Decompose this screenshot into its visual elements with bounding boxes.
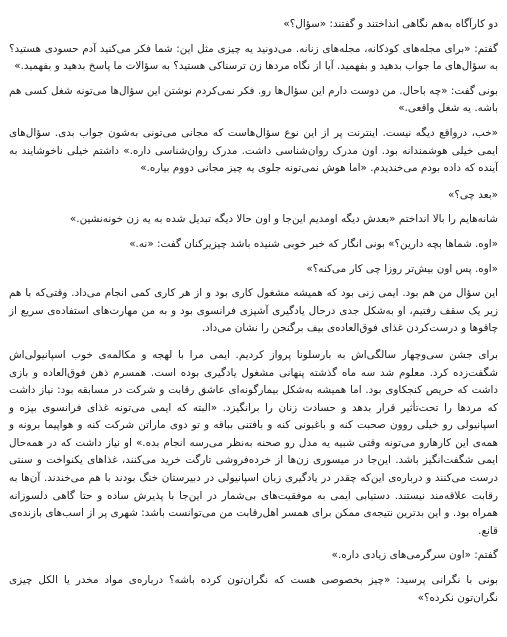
paragraph: «بعد چی؟» xyxy=(448,188,498,201)
paragraph: شانه‌هایم را بالا انداختم «بعدش دیگه اومدیم این‌جا و اون حالا دیگه تبدیل شده به یه زن خونه‌نشین.» xyxy=(69,213,498,226)
paragraph: بونی با نگرانی پرسید: «چیز بخصوصی هست که نگران‌تون کرده باشه؟ درباره‌ی مواد مخدر یا الکل چیزی نگران‌تون نکرده؟» xyxy=(9,574,498,604)
paragraph: «اوه. پس اون بیش‌تر روزا چی کار می‌کنه؟» xyxy=(306,262,498,275)
paragraph: دو کارآگاه به‌هم نگاهی انداختند و گفتند: «سؤال؟» xyxy=(283,18,498,30)
paragraph: گفتم: «برای مجله‌های کودکانه، مجله‌های زنانه. می‌دونید یه چیزی مثل این: شما فکر می‌کنید آدم حسودی هستید؟ به سؤال‌های ما جواب بدهید و بفهمید. آیا از نگاه مردها زن ترسناکی هستید؟ به سؤالات ما پاسخ بدهید و بفهمید.» xyxy=(9,42,498,73)
paragraph: بونی گفت: «چه باحال. من دوست دارم این سؤال‌ها رو. فکر نمی‌کردم نوشتن این سؤال‌ها می‌تونه شغل کسی هم باشه. یه شغل واقعی.» xyxy=(9,84,498,115)
paragraph: «اوه. شماها بچه دارین؟» بونی انگار که خبر خوبی شنیده باشد چیزیرکنان گفت: «نه.» xyxy=(129,237,498,250)
paragraph: گفتم: «اون سرگرمی‌های زیادی داره.» xyxy=(331,549,498,562)
paragraph: برای جشن سی‌وچهار سالگی‌اش به بارسلونا پرواز کردیم. ایمی مرا با لهجه و مکالمه‌ی خوب اسپانیولی‌اش شگفت‌زده کرد. معلوم شد سه ماه گذشته پنهانی مشغول یادگیری بوده است. همسرم ذهن فوق‌العاده و بازی داشت که حریص کنجکاوی بود. اما همیشه به‌شکل بیمارگونه‌ای عاشق رقابت و شرکت در مسابقه بود: نیاز داشت که مردها را تحت‌تأثیر قرار بدهد و حسادت زنان را برانگیزد. «البته که ایمی می‌تونه غذای فرانسوی بپزه و اسپانیولی رو خیلی روون صحبت کنه و باغبونی کنه و بافتنی بباقه و تو دوی ماراتن شرکت کنه و هواپیما برونه و همه‌ی این کارهارو می‌تونه وقتی شبیه یه مدل رو صحنه به‌نظر می‌رسه انجام بده.» او نیاز داشت که در همه‌حال ایمی شگفت‌انگیز باشد. این‌جا در میسوری زن‌ها از خرده‌فروشی تارگت خرید می‌کنند، غذاهای یکنواخت و سنتی درست می‌کنند و درباره‌ی این‌که چقدر در یادگیری زبان اسپانیولی در دبیرستان خنگ بودند با هم می‌خندند. آن‌ها به رقابت علاقه‌مند نیستند. دستیابی ایمی به موفقیت‌های بی‌شمار در این‌جا با پذیرش ساده و حتا گاهی دلسوزانه همراه بود. و این بدترین نتیجه‌ی ممکن برای همسر اهل‌رقابت من می‌توانست باشد: شهری پر از اسب‌های بازنده‌ی قانع. xyxy=(9,348,498,537)
paragraph: «خب، درواقع دیگه نیست. اینترنت پر از این نوع سؤال‌هاست که مجانی می‌تونی به‌شون جواب بدی. سؤال‌های ایمی خیلی هوشمندانه بود. اون مدرک روان‌شناسی داشت. مدرک روان‌شناسی داره.» داشتم خیلی ناخوشایند به آینده که داده بودم می‌خندیدم. «اما هوش نمی‌تونه جلوی یه چیز مجانی دووم بیاره.» xyxy=(9,126,498,175)
paragraph: این سؤال من هم بود. ایمی زنی بود که همیشه مشغول کاری بود و از هر کاری کمی انجام می‌داد. وقتی‌که با هم زیر یک سقف رفتیم، او به‌شکل جدی درحال یادگیری آشپزی فرانسوی بود و به من مهارت‌های استفاده‌ی سریع از چاقوها و درست‌کردن غذای فوق‌العاده‌ی بیف برگنجن را نشان می‌داد. xyxy=(9,287,498,335)
